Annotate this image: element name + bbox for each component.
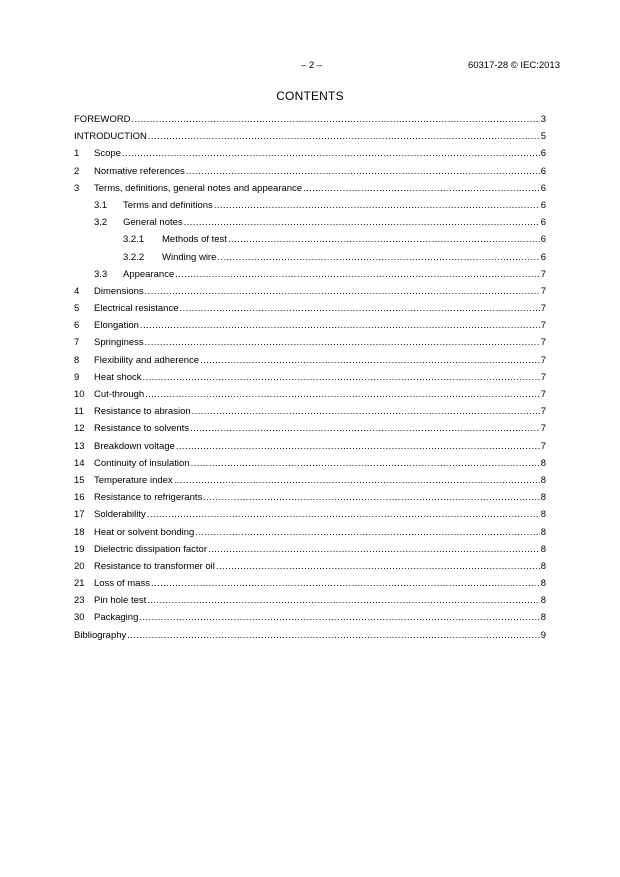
toc-entry-title: Dielectric dissipation factor (94, 543, 207, 555)
toc-entry-title: Heat shock (94, 371, 142, 383)
toc-entry-title: Resistance to refrigerants (94, 492, 203, 504)
toc-entry[interactable] (74, 283, 546, 300)
toc-entry-title: Temperature index (94, 474, 173, 486)
toc-entry-title: Springiness (94, 337, 144, 349)
toc-dot-leader (216, 558, 540, 575)
toc-entry-page: 7 (540, 303, 546, 315)
toc-entry-title: INTRODUCTION (74, 131, 147, 143)
toc-entry-title: Winding wire (162, 251, 217, 263)
toc-entry-number: 4 (74, 285, 80, 297)
toc-entry[interactable] (74, 541, 546, 558)
toc-dot-leader (184, 214, 540, 231)
toc-dot-leader (127, 627, 539, 644)
toc-entry-number: 17 (74, 509, 85, 521)
toc-dot-leader (143, 369, 540, 386)
toc-entry-title: Elongation (94, 320, 139, 332)
toc-entry-page: 7 (540, 354, 546, 366)
toc-entry-title: Resistance to abrasion (94, 406, 191, 418)
toc-entry-number: 3.2 (94, 217, 108, 229)
toc-entry-title: Resistance to transformer oil (94, 560, 215, 572)
toc-entry[interactable] (74, 352, 546, 369)
toc-dot-leader (174, 472, 540, 489)
toc-entry[interactable] (74, 592, 546, 609)
toc-entry-number: 19 (74, 543, 85, 555)
toc-entry-number: 10 (74, 389, 85, 400)
toc-entry-number: 6 (74, 320, 80, 332)
toc-entry-page: 8 (540, 492, 546, 504)
toc-entry-page: 8 (540, 578, 546, 590)
document-reference: 60317-28 © IEC:2013 (467, 60, 560, 71)
toc-entry-number: 12 (74, 423, 85, 435)
toc-entry[interactable] (74, 369, 546, 386)
toc-entry-number: 3.2.1 (123, 234, 145, 246)
toc-entry[interactable] (74, 558, 546, 575)
toc-entry-page: 7 (540, 423, 546, 435)
toc-entry-page: 6 (540, 234, 546, 246)
toc-dot-leader (191, 455, 540, 472)
toc-entry-page: 7 (540, 268, 546, 280)
toc-dot-leader (190, 420, 540, 437)
toc-entry[interactable] (74, 609, 546, 626)
toc-entry-number: 21 (74, 578, 85, 590)
toc-entry-page: 8 (540, 526, 546, 538)
toc-entry-page: 8 (540, 612, 546, 624)
toc-dot-leader (186, 163, 540, 180)
toc-dot-leader (303, 180, 540, 197)
toc-entry-title: FOREWORD (74, 114, 131, 125)
toc-entry-number: 18 (74, 526, 85, 538)
toc-entry[interactable] (74, 627, 546, 644)
toc-entry-title: Cut-through (94, 389, 145, 400)
toc-entry[interactable] (74, 266, 546, 283)
toc-entry-page: 3 (540, 114, 546, 125)
toc-dot-leader (176, 438, 540, 455)
toc-entry[interactable] (74, 197, 546, 214)
toc-entry[interactable] (74, 489, 546, 506)
toc-dot-leader (131, 111, 539, 128)
toc-entry-title: Flexibility and adherence (94, 354, 200, 366)
toc-entry[interactable] (74, 506, 546, 523)
toc-entry-number: 14 (74, 457, 85, 469)
toc-dot-leader (140, 317, 540, 334)
toc-entry-title: Scope (94, 148, 121, 160)
toc-dot-leader (122, 145, 540, 162)
toc-dot-leader (148, 128, 540, 145)
toc-entry-title: Methods of test (162, 234, 227, 246)
toc-dot-leader (175, 266, 539, 283)
page-number: – 2 – (301, 60, 323, 71)
toc-dot-leader (139, 609, 539, 626)
toc-entry-number: 15 (74, 474, 85, 486)
toc-entry-title: Heat or solvent bonding (94, 526, 195, 538)
toc-entry[interactable] (74, 300, 546, 317)
toc-entry-number: 3.3 (94, 268, 108, 280)
toc-entry[interactable] (74, 403, 546, 420)
toc-dot-leader (214, 197, 540, 214)
toc-dot-leader (147, 592, 539, 609)
toc-entry[interactable] (74, 317, 546, 334)
toc-entry-number: 7 (74, 337, 80, 349)
toc-dot-leader (147, 506, 540, 523)
toc-entry-title: Appearance (123, 268, 175, 280)
toc-dot-leader (200, 352, 540, 369)
toc-entry-page: 6 (540, 148, 546, 160)
toc-dot-leader (195, 524, 539, 541)
toc-entry-number: 20 (74, 560, 85, 572)
toc-entry-title: Packaging (94, 612, 139, 624)
toc-entry-title: Electrical resistance (94, 303, 179, 315)
toc-entry-title: Terms, definitions, general notes and appearance (94, 182, 303, 194)
toc-entry-page: 6 (540, 182, 546, 194)
toc-dot-leader (217, 249, 539, 266)
toc-entry-page: 8 (540, 560, 546, 572)
toc-entry[interactable] (74, 180, 546, 197)
toc-entry[interactable] (74, 231, 546, 248)
toc-entry-page: 7 (540, 371, 546, 383)
toc-entry-page: 7 (540, 337, 546, 349)
toc-entry[interactable] (74, 128, 546, 145)
toc-entry-page: 6 (540, 217, 546, 229)
toc-entry[interactable] (74, 334, 546, 351)
toc-entry-title: Terms and definitions (123, 199, 213, 211)
toc-entry-page: 9 (540, 629, 546, 641)
toc-entry-number: 16 (74, 492, 85, 504)
toc-entry-title: Continuity of insulation (94, 457, 190, 469)
toc-dot-leader (203, 489, 539, 506)
toc-entry-page: 8 (540, 474, 546, 486)
toc-entry[interactable] (74, 249, 546, 266)
toc-entry[interactable] (74, 163, 546, 180)
toc-dot-leader (145, 283, 540, 300)
toc-entry-page: 8 (540, 457, 546, 469)
toc-entry-number: 3 (74, 182, 80, 194)
toc-entry-number: 2 (74, 165, 80, 177)
toc-entry-title: Solderability (94, 509, 146, 521)
toc-entry[interactable] (74, 386, 546, 403)
toc-entry-number: 1 (74, 148, 80, 160)
page-header (0, 60, 620, 74)
toc-entry[interactable] (74, 524, 546, 541)
toc-entry-number: 11 (74, 406, 84, 418)
toc-entry-number: 9 (74, 371, 80, 383)
toc-entry-page: 6 (540, 251, 546, 263)
toc-dot-leader (145, 334, 540, 351)
toc-entry-title: Loss of mass (94, 578, 150, 590)
toc-entry-title: Resistance to solvents (94, 423, 190, 435)
toc-entry-number: 30 (74, 612, 85, 624)
toc-dot-leader (192, 403, 540, 420)
toc-entry-number: 13 (74, 440, 85, 452)
toc-entry-page: 5 (540, 131, 546, 143)
toc-entry-page: 8 (540, 543, 546, 555)
toc-entry-page: 7 (540, 440, 546, 452)
toc-dot-leader (179, 300, 539, 317)
toc-entry[interactable] (74, 111, 546, 128)
toc-entry[interactable] (74, 472, 546, 489)
toc-entry[interactable] (74, 455, 546, 472)
toc-entry-page: 6 (540, 199, 546, 211)
toc-dot-leader (228, 231, 540, 248)
toc-entry-page: 7 (540, 320, 546, 332)
toc-entry-title: Bibliography (74, 629, 127, 641)
toc-entry-title: General notes (123, 217, 183, 229)
toc-entry-page: 7 (540, 406, 546, 418)
toc-entry-number: 3.2.2 (123, 251, 145, 263)
toc-dot-leader (208, 541, 540, 558)
toc-entry-number: 23 (74, 595, 85, 607)
table-of-contents (74, 111, 546, 644)
toc-entry-page: 6 (540, 165, 546, 177)
toc-entry[interactable] (74, 438, 546, 455)
toc-entry-title: Breakdown voltage (94, 440, 175, 452)
toc-entry-page: 7 (540, 285, 546, 297)
contents-title: CONTENTS (276, 89, 344, 103)
toc-entry-number: 5 (74, 303, 80, 315)
toc-entry[interactable] (74, 575, 546, 592)
toc-entry-page: 7 (540, 389, 546, 400)
toc-entry-page: 8 (540, 509, 546, 521)
toc-entry-number: 3.1 (94, 199, 108, 211)
toc-entry[interactable] (74, 214, 546, 231)
toc-dot-leader (151, 575, 540, 592)
toc-entry[interactable] (74, 145, 546, 162)
toc-entry[interactable] (74, 420, 546, 437)
toc-entry-number: 8 (74, 354, 80, 366)
toc-entry-title: Normative references (94, 165, 185, 177)
toc-entry-page: 8 (540, 595, 546, 607)
toc-entry-title: Dimensions (94, 285, 144, 297)
toc-dot-leader (145, 386, 540, 403)
toc-entry-title: Pin hole test (94, 595, 147, 607)
